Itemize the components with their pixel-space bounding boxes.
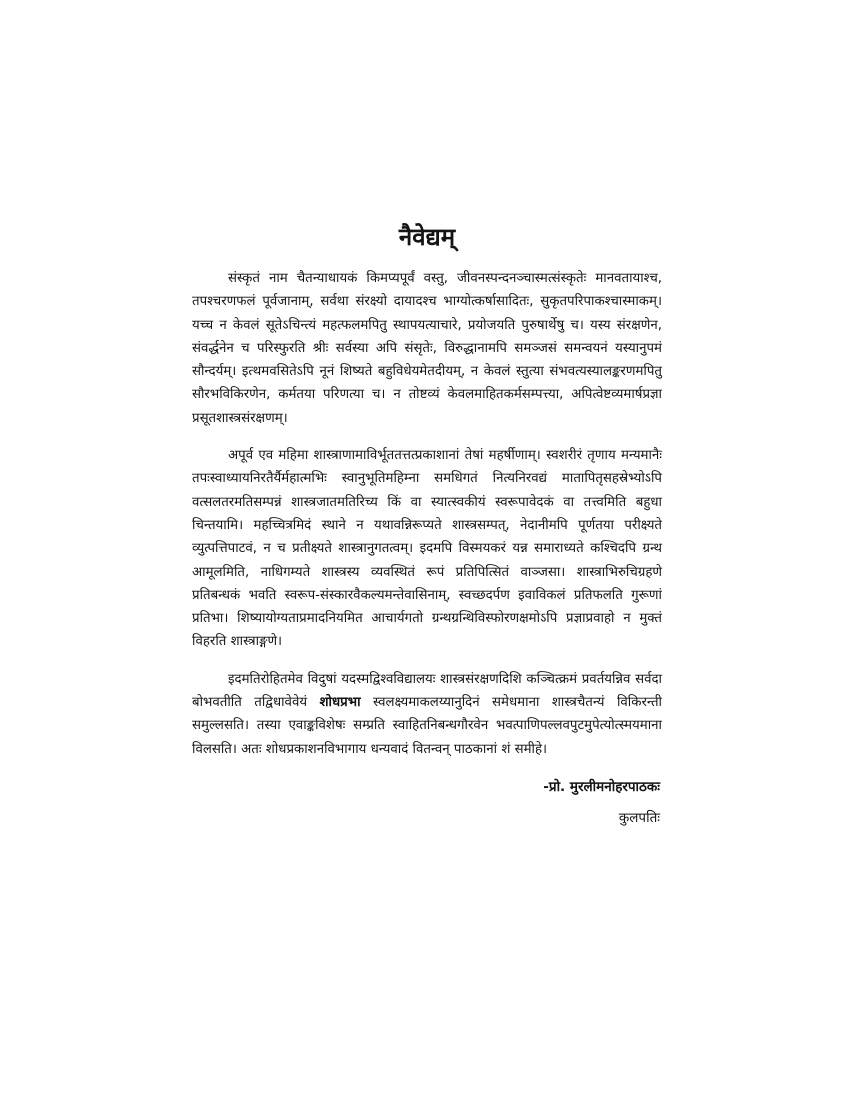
signature-role: कुलपतिः <box>618 809 660 826</box>
paragraph-2: अपूर्व एव महिमा शास्त्राणामाविर्भूततत्तत्प्रकाशानां तेषां महर्षीणाम्। स्वशरीरं तृणाय मन्यमानैः तपःस्वाध्यायनिरतैर्यैर्महात्मभिः स्वानुभूतिमहिम्ना समधिगतं नित्यनिरवद्यं मातापितृसहस्रेभ्योऽपि वत्सलतरमतिसम्पन्नं शास्त्रजातमतिरिच्य किं वा स्यात्स्वकीयं स्वरूपावेदकं वा तत्त्वमिति बहुधा चिन्तयामि। महच्चित्रमिदं स्थाने न यथावन्निरूप्यते शास्त्रसम्पत्, नेदानीमपि पूर्णतया परीक्ष्यते व्युत्पत्तिपाटवं, न च प्रतीक्ष्यते शास्त्रानुगतत्वम्। इदमपि विस्मयकरं यन्न समाराध्यते कश्चिदपि ग्रन्थ आमूलमिति, नाधिगम्यते शास्त्रस्य व्यवस्थितं रूपं प्रतिपित्सितं वाञ्जसा। शास्त्राभिरुचिग्रहणे प्रतिबन्धकं भवति स्वरूप-संस्कारवैकल्यमन्तेवासिनाम्, स्वच्छदर्पण इवाविकलं प्रतिफलति गुरूणां प्रतिभा। शिष्यायोग्यताप्रमादनियमित आचार्यगतो ग्रन्थग्रन्थिविस्फोरणक्षमोऽपि प्रज्ञाप्रवाहो न मुक्तं विहरति शास्त्राङ्गणे। <box>192 448 662 650</box>
signature-author: -प्रो. मुरलीमनोहरपाठकः <box>543 778 660 795</box>
preface-page <box>192 222 662 831</box>
paragraph-1: संस्कृतं नाम चैतन्याधायकं किमप्यपूर्वं वस्तु, जीवनस्पन्दनञ्चास्मत्संस्कृतेः मानवतायाश्च, तपश्चरणफलं पूर्वजानाम्, सर्वथा संरक्ष्यो दायादश्च भाग्योत्कर्षासादितः, सुकृतपरिपाकश्चास्माकम्। यच्च न केवलं सूतेऽचिन्त्यं महत्फलमपितु स्थापयत्याचारे, प्रयोजयति पुरुषार्थेषु च। यस्य संरक्षणेन, संवर्द्धनेन च परिस्फुरति श्रीः सर्वस्या अपि संसृतेः, विरुद्धानामपि समञ्जसं समन्वयनं यस्यानुपमं सौन्दर्यम्। इत्थमवसितेऽपि नूनं शिष्यते बहुविधेयमेतदीयम्, न केवलं स्तुत्या संभवत्यस्यालङ्करणमपितु सौरभविकिरणेन, कर्मतया परिणत्या च। न तोष्टव्यं केवलमाहितकर्मसम्पत्त्या, अपित्वेष्टव्यमार्षप्रज्ञा प्रसूतशास्त्रसंरक्षणम्। <box>192 271 662 426</box>
paragraph-3-text-end: स्वलक्ष्यमाकलय्यानुदिनं समेधमाना शास्त्रचैतन्यं विकिरन्ती समुल्लसति। तस्या एवाङ्कविशेषः सम्प्रति स्वाहितनिबन्धगौरवेन भवत्पाणिपल्लवपुटमुपेत्योत्स्मयमाना विलसति। अतः शोधप्रकाशनविभागाय धन्यवादं वितन्वन् पाठकानां शं समीहे। <box>192 695 662 757</box>
page-title: नैवेद्यम् <box>398 223 456 251</box>
paragraph-3-text-start: इदमतिरोहितमेव विदुषां यदस्मद्विश्वविद्यालयः शास्त्रसंरक्षणदिशि कञ्चित्क्रमं प्रवर्तयन्निव सर्वदा बोभवतीति तद्विधावेवेयं <box>192 671 662 711</box>
paragraph-3 <box>192 668 662 761</box>
journal-name: शोधप्रभा <box>319 695 361 711</box>
